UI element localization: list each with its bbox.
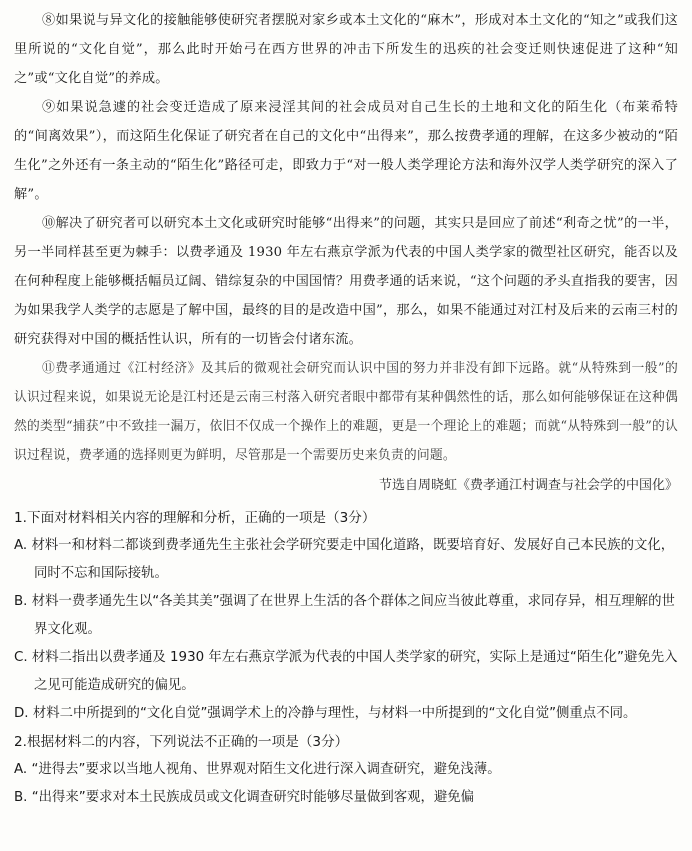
question-1: [14, 504, 678, 728]
option-b: B. “出得来”要求对本土民族成员或文化调查研究时能够尽量做到客观，避免偏: [14, 790, 475, 805]
option-c: C. 材料二指出以费孝通及 1930 年左右燕京学派为代表的中国人类学家的研究，实际上是通过“陌生化”避免先入之见可能造成研究的偏见。: [14, 650, 678, 693]
passage-source: 节选自周晓虹《费孝通江村调查与社会学的中国化》: [378, 478, 678, 493]
passage-paragraph-11: ⑪费孝通通过《江村经济》及其后的微观社会研究而认识中国的努力并非没有卸下远路。就“从特殊到一般”的认识过程来说，如果说无论是江村还是云南三村落入研究者眼中都带有某种偶然性的话，那么如何能够保证在这种偶然的类型“捕获”中不致挂一漏万，依旧不仅成一个操作上的难题，更是一个理论上的难题；而就“从特殊到一般”的认识过程说，费孝通的选择则更为鲜明，尽管那是一个需要历史来负责的问题。: [14, 361, 678, 463]
option-a: A. 材料一和材料二都谈到费孝通先生主张社会学研究要走中国化道路，既要培育好、发展好自己本民族的文化，同时不忘和国际接轨。: [14, 538, 675, 581]
passage-paragraph-10: ⑩解决了研究者可以研究本土文化或研究时能够“出得来”的问题，其实只是回应了前述“利奇之忧”的一半，另一半同样甚至更为棘手：以费孝通及 1930 年左右燕京学派为代表的中国人类学家的微型社区研究，能否以及在何种程度上能够概括幅员辽阔、错综复杂的中国国情？用费孝通的话来说，“这个问题的矛头直指我的要害，因为如果我学人类学的志愿是了解中国，最终的目的是改造中国”，那么，如果不能通过对江村及后来的云南三村的研究获得对中国的概括性认识，所有的一切皆会付诸东流。: [14, 216, 678, 347]
option-d: D. 材料二中所提到的“文化自觉”强调学术上的冷静与理性，与材料一中所提到的“文化自觉”侧重点不同。: [14, 706, 637, 721]
question-2: [14, 728, 678, 812]
passage-paragraph-9: ⑨如果说急遽的社会变迁造成了原来浸淫其间的社会成员对自己生长的土地和文化的陌生化（布莱希特的“间离效果”），而这陌生化保证了研究者在自己的文化中“出得来”，那么按费孝通的理解，在这多少被动的“陌生化”之外还有一条主动的“陌生化”路径可走，即致力于“对一般人类学理论方法和海外汉学人类学研究的深入了解”。: [14, 100, 678, 202]
question-stem: 2.根据材料二的内容，下列说法不正确的一项是（3分）: [14, 734, 349, 750]
passage-paragraph-8: ⑧如果说与异文化的接触能够使研究者摆脱对家乡或本土文化的“麻木”，形成对本土文化的“知之”或我们这里所说的“文化自觉”，那么此时开始弓在西方世界的冲击下所发生的迅疾的社会变迁则快速促进了这种“知之”或“文化自觉”的养成。: [14, 13, 678, 86]
option-b: B. 材料一费孝通先生以“各美其美”强调了在世界上生活的各个群体之间应当彼此尊重，求同存异，相互理解的世界文化观。: [14, 594, 675, 637]
option-a: A. “进得去”要求以当地人视角、世界观对陌生文化进行深入调查研究，避免浅薄。: [14, 762, 501, 777]
question-stem: 1.下面对材料相关内容的理解和分析，正确的一项是（3分）: [14, 510, 376, 526]
